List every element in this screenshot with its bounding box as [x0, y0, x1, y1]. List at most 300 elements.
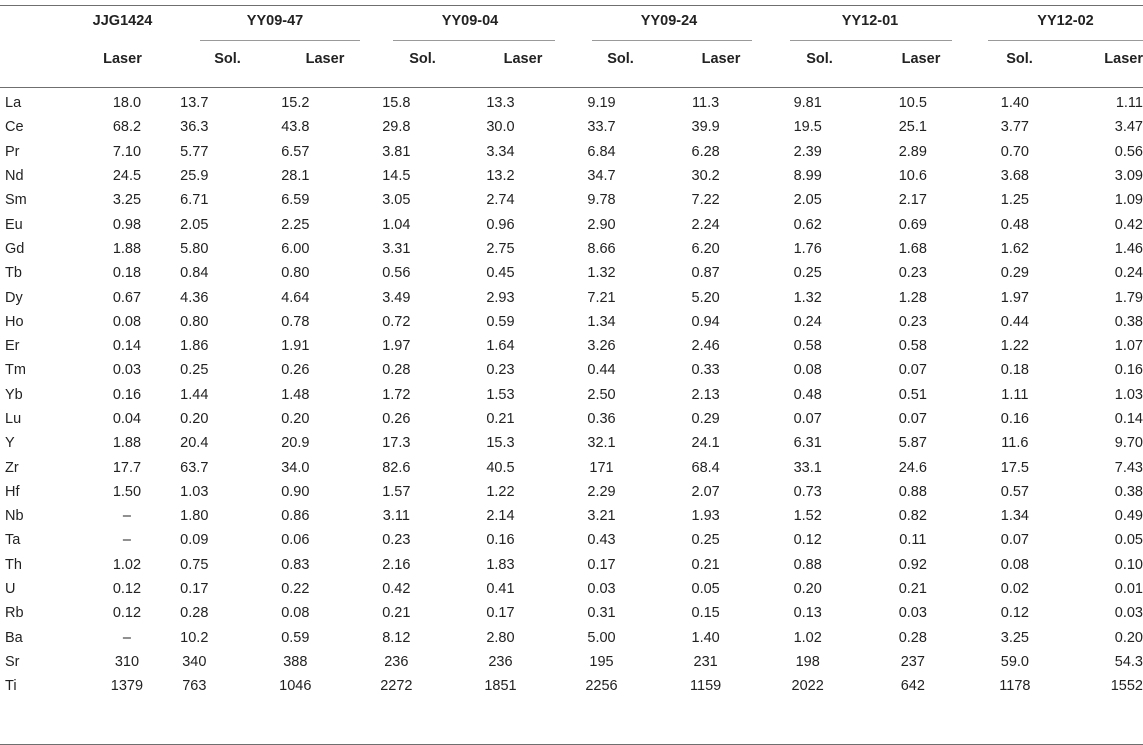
value-cell: 3.77 [1000, 119, 1029, 136]
element-label: Er [5, 338, 20, 355]
value-cell: 2.90 [587, 216, 616, 233]
column-spacer [425, 480, 464, 504]
column-spacer [332, 310, 368, 334]
value-cell: 1159 [690, 678, 722, 695]
subheader-sol: Sol. [409, 51, 436, 67]
column-spacer [537, 601, 573, 625]
column-spacer [951, 334, 986, 358]
value-cell: 1.02 [793, 629, 822, 646]
value-cell: 0.08 [281, 605, 310, 622]
value-cell: 33.7 [587, 119, 616, 136]
value-cell: 10.6 [898, 168, 927, 185]
value-cell: 0.87 [691, 265, 720, 282]
value-cell: 8.12 [382, 629, 411, 646]
value-cell: 3.31 [382, 240, 411, 257]
sample-header-yy09-24: YY09-24 [640, 13, 698, 29]
value-cell: 7.22 [691, 192, 720, 209]
column-spacer [836, 650, 874, 674]
column-spacer [630, 140, 669, 164]
value-cell: 0.12 [112, 581, 142, 598]
value-cell: 1.52 [793, 508, 822, 525]
value-cell: 33.1 [793, 459, 822, 476]
element-label: Tb [5, 265, 22, 282]
column-spacer [223, 455, 259, 479]
column-spacer [951, 650, 986, 674]
value-cell: 7.10 [112, 143, 142, 160]
value-cell: 0.25 [180, 362, 209, 379]
column-spacer [332, 407, 368, 431]
value-cell: 0.05 [1114, 532, 1143, 549]
value-cell: 1.68 [898, 240, 927, 257]
column-spacer [425, 383, 464, 407]
table-row [0, 626, 1143, 650]
value-cell: 0.83 [281, 556, 310, 573]
value-cell: 4.36 [180, 289, 209, 306]
table-row [0, 650, 1143, 674]
element-label: Sr [5, 653, 20, 670]
value-cell: 2.29 [587, 483, 616, 500]
value-cell: 0.80 [180, 313, 209, 330]
table-body [0, 91, 1143, 698]
sample-header-jjg1424: JJG1424 [92, 13, 153, 29]
column-spacer [630, 407, 669, 431]
value-cell: 642 [900, 678, 925, 695]
column-spacer [537, 650, 573, 674]
value-cell: 0.56 [1114, 143, 1143, 160]
column-spacer [223, 553, 259, 577]
value-cell: 0.90 [281, 483, 310, 500]
value-cell: 1.97 [1000, 289, 1029, 306]
column-spacer [1043, 334, 1085, 358]
value-cell: 0.06 [281, 532, 310, 549]
value-cell: 0.03 [1114, 605, 1143, 622]
column-spacer [1043, 188, 1085, 212]
value-cell: 0.13 [793, 605, 822, 622]
column-spacer [1043, 212, 1085, 236]
value-cell: 0.07 [793, 411, 822, 427]
column-spacer [425, 553, 464, 577]
value-cell: 0.12 [1000, 605, 1029, 622]
value-cell: 2.16 [382, 556, 411, 573]
value-cell: 59.0 [1000, 653, 1029, 670]
value-cell: – [122, 629, 131, 646]
column-spacer [537, 674, 573, 698]
value-cell: 0.07 [898, 411, 927, 427]
column-spacer [223, 650, 259, 674]
value-cell: 0.28 [898, 629, 927, 646]
column-spacer [742, 577, 779, 601]
column-spacer [951, 674, 986, 698]
column-spacer [223, 164, 259, 188]
column-spacer [951, 383, 986, 407]
column-spacer [742, 650, 779, 674]
column-spacer [332, 261, 368, 285]
value-cell: 32.1 [587, 435, 616, 452]
column-spacer [836, 431, 874, 455]
column-spacer [1043, 431, 1085, 455]
column-spacer [836, 358, 874, 382]
column-spacer [630, 528, 669, 552]
column-spacer [425, 140, 464, 164]
column-spacer [223, 601, 259, 625]
value-cell: 1851 [484, 678, 517, 695]
value-cell: 30.0 [486, 119, 515, 136]
column-spacer [223, 188, 259, 212]
sample-header-yy12-01: YY12-01 [841, 13, 899, 29]
value-cell: 0.57 [1000, 483, 1029, 500]
element-label: Zr [5, 459, 19, 476]
value-cell: 1.09 [1114, 192, 1143, 209]
value-cell: 1.93 [691, 508, 720, 525]
column-spacer [537, 310, 573, 334]
column-spacer [425, 601, 464, 625]
value-cell: 0.16 [112, 386, 142, 403]
element-label: Hf [5, 483, 20, 500]
value-cell: 1.02 [112, 556, 142, 573]
value-cell: 1.44 [180, 386, 209, 403]
value-cell: 1.72 [382, 386, 411, 403]
value-cell: 0.23 [486, 362, 515, 379]
column-spacer [742, 455, 779, 479]
column-spacer [630, 285, 669, 309]
column-spacer [836, 140, 874, 164]
column-spacer [332, 237, 368, 261]
value-cell: 3.34 [486, 143, 515, 160]
column-spacer [537, 626, 573, 650]
value-cell: 18.0 [112, 95, 142, 112]
column-spacer [951, 553, 986, 577]
column-spacer [951, 285, 986, 309]
value-cell: 3.26 [587, 338, 616, 355]
value-cell: 2.93 [486, 289, 515, 306]
value-cell: 0.43 [587, 532, 616, 549]
column-spacer [951, 115, 986, 139]
column-spacer [425, 334, 464, 358]
subheader-laser: Laser [1104, 51, 1143, 67]
element-label: La [5, 95, 22, 112]
column-spacer [425, 431, 464, 455]
column-spacer [425, 115, 464, 139]
column-spacer [537, 188, 573, 212]
value-cell: 0.24 [1114, 265, 1143, 282]
column-spacer [742, 91, 779, 115]
value-cell: 3.47 [1114, 119, 1143, 136]
column-spacer [742, 261, 779, 285]
value-cell: 1.62 [1000, 240, 1029, 257]
column-spacer [836, 310, 874, 334]
column-spacer [630, 577, 669, 601]
element-label: Ti [5, 678, 17, 695]
value-cell: 1.48 [281, 386, 310, 403]
value-cell: 1.86 [180, 338, 209, 355]
value-cell: 0.10 [1114, 556, 1143, 573]
value-cell: 4.64 [281, 289, 310, 306]
column-spacer [742, 626, 779, 650]
column-spacer [223, 285, 259, 309]
column-spacer [951, 407, 986, 431]
column-spacer [1043, 285, 1085, 309]
column-spacer [1043, 674, 1085, 698]
column-spacer [223, 358, 259, 382]
value-cell: 1552 [1110, 678, 1143, 695]
column-spacer [537, 115, 573, 139]
value-cell: 195 [589, 653, 614, 670]
element-label: Th [5, 556, 22, 573]
element-label: Nd [5, 168, 24, 185]
column-spacer [425, 455, 464, 479]
value-cell: 0.22 [281, 581, 310, 598]
value-cell: 0.28 [382, 362, 411, 379]
column-spacer [332, 431, 368, 455]
value-cell: 0.88 [898, 483, 927, 500]
column-spacer [223, 115, 259, 139]
column-spacer [223, 237, 259, 261]
value-cell: 6.57 [281, 143, 310, 160]
value-cell: 6.31 [793, 435, 822, 452]
value-cell: 236 [488, 653, 513, 670]
value-cell: 0.12 [793, 532, 822, 549]
column-spacer [1043, 480, 1085, 504]
value-cell: 0.14 [112, 338, 142, 355]
element-label: Rb [5, 605, 24, 622]
table-row [0, 261, 1143, 285]
value-cell: 40.5 [486, 459, 515, 476]
value-cell: 11.6 [1001, 435, 1029, 452]
value-cell: 340 [182, 653, 207, 670]
column-spacer [742, 237, 779, 261]
value-cell: 0.18 [1000, 362, 1029, 379]
value-cell: 0.25 [691, 532, 720, 549]
table-row [0, 431, 1143, 455]
column-spacer [1043, 577, 1085, 601]
column-spacer [742, 164, 779, 188]
element-label: Lu [5, 411, 22, 427]
value-cell: 0.23 [898, 313, 927, 330]
value-cell: 63.7 [180, 459, 209, 476]
value-cell: 0.69 [898, 216, 927, 233]
column-spacer [951, 212, 986, 236]
column-spacer [951, 261, 986, 285]
column-spacer [1043, 237, 1085, 261]
table-row [0, 553, 1143, 577]
element-label: Dy [5, 289, 23, 306]
column-spacer [1043, 407, 1085, 431]
value-cell: 0.62 [793, 216, 822, 233]
column-spacer [537, 91, 573, 115]
value-cell: 0.29 [1000, 265, 1029, 282]
column-spacer [1043, 140, 1085, 164]
element-label: U [5, 581, 16, 598]
value-cell: 1.11 [1115, 95, 1143, 112]
column-spacer [836, 188, 874, 212]
table-row [0, 237, 1143, 261]
value-cell: 0.17 [180, 581, 209, 598]
value-cell: 0.24 [793, 313, 822, 330]
column-spacer [836, 212, 874, 236]
value-cell: 9.78 [587, 192, 616, 209]
value-cell: 6.28 [691, 143, 720, 160]
value-cell: 34.7 [587, 168, 616, 185]
table-row [0, 164, 1143, 188]
value-cell: 0.01 [1114, 581, 1143, 598]
value-cell: 5.87 [898, 435, 927, 452]
value-cell: 0.08 [112, 313, 142, 330]
column-spacer [742, 115, 779, 139]
value-cell: 0.45 [486, 265, 515, 282]
value-cell: 14.5 [382, 168, 411, 185]
column-spacer [223, 383, 259, 407]
value-cell: 39.9 [691, 119, 720, 136]
value-cell: 198 [795, 653, 820, 670]
column-spacer [537, 140, 573, 164]
table-row [0, 91, 1143, 115]
column-spacer [537, 237, 573, 261]
column-spacer [1043, 383, 1085, 407]
column-spacer [630, 91, 669, 115]
value-cell: 0.25 [793, 265, 822, 282]
column-spacer [425, 91, 464, 115]
value-cell: 9.81 [793, 95, 822, 112]
value-cell: 0.88 [793, 556, 822, 573]
column-spacer [425, 237, 464, 261]
element-label: Pr [5, 143, 20, 160]
value-cell: 2.05 [793, 192, 822, 209]
sample-header-yy12-02: YY12-02 [1037, 13, 1094, 29]
group-rule-yy09-04 [393, 40, 555, 41]
column-spacer [537, 431, 573, 455]
column-spacer [951, 91, 986, 115]
column-spacer [537, 358, 573, 382]
column-spacer [742, 480, 779, 504]
column-spacer [537, 164, 573, 188]
column-spacer [223, 626, 259, 650]
value-cell: 1.53 [486, 386, 515, 403]
column-spacer [1043, 650, 1085, 674]
column-spacer [425, 528, 464, 552]
column-spacer [836, 674, 874, 698]
value-cell: 0.28 [180, 605, 209, 622]
value-cell: 17.3 [382, 435, 411, 452]
element-label: Ta [5, 532, 21, 549]
column-spacer [332, 601, 368, 625]
value-cell: 2.89 [898, 143, 927, 160]
value-cell: 2.80 [486, 629, 515, 646]
value-cell: 0.29 [691, 411, 720, 427]
table-top-rule [0, 5, 1143, 6]
value-cell: 7.43 [1114, 459, 1143, 476]
value-cell: 1.03 [180, 483, 209, 500]
value-cell: 0.58 [793, 338, 822, 355]
subheader-sol: Sol. [806, 51, 833, 67]
value-cell: 2.46 [691, 338, 720, 355]
value-cell: 68.2 [112, 119, 142, 136]
value-cell: 2.14 [486, 508, 515, 525]
column-spacer [742, 431, 779, 455]
value-cell: 0.33 [691, 362, 720, 379]
column-spacer [425, 674, 464, 698]
value-cell: 1.40 [691, 629, 720, 646]
value-cell: 1.57 [382, 483, 411, 500]
value-cell: 1.64 [486, 338, 515, 355]
value-cell: 1.80 [180, 508, 209, 525]
value-cell: 0.80 [281, 265, 310, 282]
value-cell: 0.20 [180, 411, 209, 427]
value-cell: 0.56 [382, 265, 411, 282]
value-cell: 3.11 [382, 508, 410, 525]
column-spacer [742, 140, 779, 164]
value-cell: 0.67 [112, 289, 142, 306]
column-spacer [223, 407, 259, 431]
value-cell: 17.7 [112, 459, 142, 476]
table-row [0, 115, 1143, 139]
column-spacer [742, 383, 779, 407]
value-cell: 0.84 [180, 265, 209, 282]
column-spacer [332, 626, 368, 650]
column-spacer [223, 674, 259, 698]
element-label: Ce [5, 119, 24, 136]
value-cell: 20.4 [180, 435, 209, 452]
value-cell: 0.59 [486, 313, 515, 330]
value-cell: 310 [114, 653, 140, 670]
column-spacer [742, 553, 779, 577]
column-spacer [951, 601, 986, 625]
column-spacer [332, 285, 368, 309]
value-cell: 24.5 [112, 168, 142, 185]
column-spacer [836, 164, 874, 188]
value-cell: 0.42 [1114, 216, 1143, 233]
value-cell: 0.72 [382, 313, 411, 330]
subheader-sol: Sol. [1006, 51, 1033, 67]
value-cell: 0.36 [587, 411, 616, 427]
value-cell: 43.8 [281, 119, 310, 136]
value-cell: 0.17 [486, 605, 515, 622]
element-label: Yb [5, 386, 23, 403]
value-cell: 0.21 [691, 556, 720, 573]
table-row [0, 455, 1143, 479]
column-spacer [836, 553, 874, 577]
value-cell: 6.59 [281, 192, 310, 209]
value-cell: 1.07 [1114, 338, 1143, 355]
value-cell: 25.9 [180, 168, 209, 185]
column-spacer [630, 383, 669, 407]
value-cell: 0.03 [898, 605, 927, 622]
group-rule-yy09-24 [592, 40, 752, 41]
value-cell: 388 [283, 653, 308, 670]
column-spacer [537, 383, 573, 407]
value-cell: 1.22 [486, 483, 515, 500]
table-row [0, 383, 1143, 407]
value-cell: 0.51 [898, 386, 927, 403]
value-cell: 1046 [279, 678, 312, 695]
column-spacer [951, 164, 986, 188]
column-spacer [425, 212, 464, 236]
value-cell: 0.59 [281, 629, 310, 646]
column-spacer [951, 310, 986, 334]
value-cell: 10.5 [898, 95, 927, 112]
value-cell: 2.13 [691, 386, 720, 403]
column-spacer [223, 140, 259, 164]
column-spacer [1043, 626, 1085, 650]
column-spacer [425, 285, 464, 309]
column-spacer [951, 480, 986, 504]
column-spacer [951, 188, 986, 212]
value-cell: 0.21 [898, 581, 927, 598]
column-spacer [1043, 528, 1085, 552]
table-row [0, 601, 1143, 625]
value-cell: 2.39 [793, 143, 822, 160]
column-spacer [332, 212, 368, 236]
value-cell: 1.79 [1114, 289, 1143, 306]
